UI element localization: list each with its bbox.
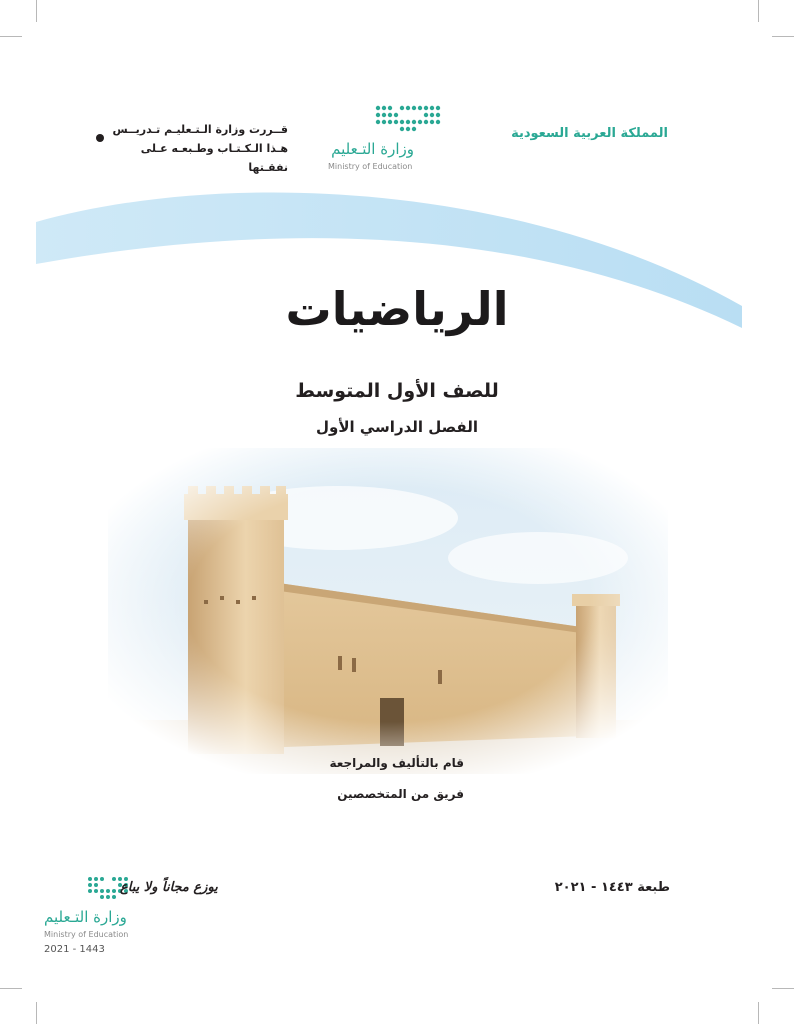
bullet-icon: [96, 134, 104, 142]
approval-note: [112, 120, 288, 177]
crop-mark: [772, 36, 794, 37]
moe-logo-icon: [322, 100, 472, 140]
approval-line-2: هـذا الـكـتـاب وطـبعـه عـلى نفقـتها: [140, 142, 288, 174]
free-distribution-label: يوزع مجاناً ولا يباع: [120, 880, 218, 895]
approval-line-1: قــررت وزارة الـتـعليـم تـدريــس: [112, 123, 288, 136]
moe-arabic-label: وزارة التـعليم: [44, 908, 127, 926]
book-title: الرياضيات: [285, 282, 509, 336]
crop-mark: [0, 36, 22, 37]
crop-mark: [36, 0, 37, 22]
crop-mark: [758, 0, 759, 22]
fortress-photo: [108, 448, 668, 774]
authors-line-1: قام بالتأليف والمراجعة: [329, 756, 464, 770]
crop-mark: [0, 988, 22, 989]
crop-mark: [36, 1002, 37, 1024]
crop-mark: [772, 988, 794, 989]
moe-arabic-label: وزارة التـعليم: [331, 140, 414, 158]
crop-mark: [758, 1002, 759, 1024]
authors-line-2: فريق من المتخصصين: [337, 787, 464, 801]
edition-label: طبعة ١٤٤٣ - ٢٠٢١: [554, 880, 670, 895]
moe-logo-bottom: [40, 872, 240, 962]
grade-subtitle: للصف الأول المتوسط: [295, 380, 499, 402]
moe-logo-top: [322, 100, 472, 178]
moe-english-label: Ministry of Education: [44, 930, 129, 939]
years-label: 2021 - 1443: [44, 944, 105, 955]
term-subtitle: الفصل الدراسي الأول: [316, 418, 478, 436]
kingdom-label: المملكة العربية السعودية: [511, 126, 668, 141]
moe-english-label: Ministry of Education: [328, 162, 413, 171]
